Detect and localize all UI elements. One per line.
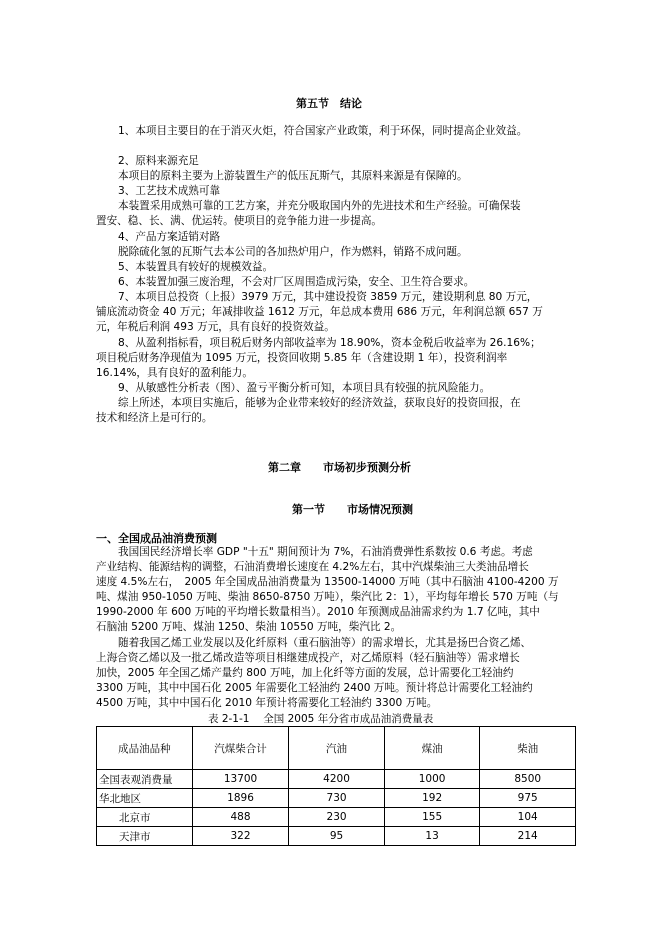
conclusion-text: 项目税后财务净现值为 1095 万元，投资回收期 5.85 年（含建设期 1 年），投资利润率 <box>96 352 508 364</box>
consumption-table <box>96 726 576 846</box>
conclusion-item-5: 5、本装置具有较好的规模效益。 <box>118 261 274 273</box>
table-row <box>97 808 576 827</box>
market-paragraph: 我国国民经济增长率 GDP "十五" 期间预计为 7%，石油消费弹性系数按 0.6 考虑。考虑 <box>118 546 533 558</box>
cell-total: 13700 <box>192 770 288 789</box>
conclusion-item-6: 6、本装置加强三废治理，不会对厂区周围造成污染，安全、卫生符合要求。 <box>118 276 475 288</box>
conclusion-summary: 技术和经济上是可行的。 <box>96 412 213 424</box>
market-paragraph: 随着我国乙烯工业发展以及化纤原料（重石脑油等）的需求增长，尤其是扬巴合资乙烯、 <box>118 637 532 649</box>
row-name: 天津市 <box>97 827 193 846</box>
market-paragraph: 吨、煤油 950-1050 万吨、柴油 8650-8750 万吨），柴汽比 2：1），平均每年增长 570 万吨（与 <box>96 591 559 603</box>
conclusion-text: 脱除硫化氢的瓦斯气去本公司的各加热炉用户，作为燃料，销路不成问题。 <box>118 246 468 258</box>
market-paragraph: 4500 万吨，其中中国石化 2010 年预计将需要化工轻油约 3300 万吨。 <box>96 697 438 709</box>
row-name: 全国表观消费量 <box>97 770 193 789</box>
conclusion-item-4: 4、产品方案适销对路 <box>118 231 221 243</box>
conclusion-text: 16.14%，具有良好的盈利能力。 <box>96 367 253 379</box>
market-paragraph: 加快，2005 年全国乙烯产量约 800 万吨，加上化纤等方面的发展，总计需要化工轻油约 <box>96 667 514 679</box>
cell-diesel: 214 <box>480 827 576 846</box>
conclusion-item-8: 8、从盈利指标看，项目税后财务内部收益率为 18.90%，资本金税后收益率为 26.16%； <box>118 337 541 349</box>
cell-total: 488 <box>192 808 288 827</box>
subsection-title: 一、全国成品油消费预测 <box>96 532 217 545</box>
row-name: 华北地区 <box>97 789 193 808</box>
cell-diesel: 975 <box>480 789 576 808</box>
cell-gasoline: 230 <box>289 808 385 827</box>
market-paragraph: 速度 4.5%左右， 2005 年全国成品油消费量为 13500-14000 万吨（其中石脑油 4100-4200 万 <box>96 576 559 588</box>
cell-kerosene: 13 <box>384 827 480 846</box>
market-paragraph: 产业结构、能源结构的调整，石油消费增长速度在 4.2%左右，其中汽煤柴油三大类油品增长 <box>96 561 529 573</box>
cell-diesel: 104 <box>480 808 576 827</box>
table-header-row <box>97 727 576 770</box>
cell-gasoline: 95 <box>289 827 385 846</box>
table-row <box>97 827 576 846</box>
cell-kerosene: 1000 <box>384 770 480 789</box>
table-caption: 表 2-1-1 全国 2005 年分省市成品油消费量表 <box>208 713 434 725</box>
conclusion-item-2: 2、原料来源充足 <box>118 155 199 167</box>
table-row <box>97 789 576 808</box>
market-paragraph: 石脑油 5200 万吨、煤油 1250、柴油 10550 万吨，柴汽比 2。 <box>96 621 402 633</box>
market-paragraph: 1990-2000 年 600 万吨的平均增长数量相当）。2010 年预测成品油需求约为 1.7 亿吨，其中 <box>96 606 540 618</box>
chapter-title: 第二章 市场初步预测分析 <box>268 461 411 474</box>
conclusion-summary: 综上所述，本项目实施后，能够为企业带来较好的经济效益，获取良好的投资回报，在 <box>118 397 521 409</box>
header-cell: 柴油 <box>480 727 576 770</box>
cell-gasoline: 4200 <box>289 770 385 789</box>
conclusion-item-7: 7、本项目总投资（上报）3979 万元，其中建设投资 3859 万元，建设期利息 80 万元， <box>118 291 538 303</box>
table-row <box>97 770 576 789</box>
cell-gasoline: 730 <box>289 789 385 808</box>
cell-kerosene: 155 <box>384 808 480 827</box>
conclusion-text: 本项目的原料主要为上游装置生产的低压瓦斯气，其原料来源是有保障的。 <box>118 170 468 182</box>
conclusion-item-1: 1、本项目主要目的在于消灭火炬，符合国家产业政策，利于环保，同时提高企业效益。 <box>118 125 528 137</box>
cell-total: 1896 <box>192 789 288 808</box>
header-cell: 煤油 <box>384 727 480 770</box>
section-title-conclusion: 第五节 结论 <box>296 97 362 110</box>
conclusion-item-3: 3、工艺技术成熟可靠 <box>118 185 221 197</box>
conclusion-text: 置安、稳、长、满、优运转。使项目的竞争能力进一步提高。 <box>96 215 383 227</box>
section-title-market: 第一节 市场情况预测 <box>292 503 413 516</box>
conclusion-item-9: 9、从敏感性分析表（图）、盈亏平衡分析可知，本项目具有较强的抗风险能力。 <box>118 382 491 394</box>
conclusion-text: 元，年税后利润 493 万元，具有良好的投资效益。 <box>96 321 335 333</box>
conclusion-text: 本装置采用成熟可靠的工艺方案，并充分吸取国内外的先进技术和生产经验。可确保装 <box>118 200 521 212</box>
cell-total: 322 <box>192 827 288 846</box>
cell-diesel: 8500 <box>480 770 576 789</box>
market-paragraph: 3300 万吨，其中中国石化 2005 年需要化工轻油约 2400 万吨。预计将总计需要化工轻油约 <box>96 682 533 694</box>
row-name: 北京市 <box>97 808 193 827</box>
market-paragraph: 上海合资乙烯以及一批乙烯改造等项目相继建成投产，对乙烯原料（轻石脑油等）需求增长 <box>96 652 520 664</box>
conclusion-text: 铺底流动资金 40 万元；年减排收益 1612 万元，年总成本费用 686 万元，年利润总额 657 万 <box>96 306 543 318</box>
header-cell: 成品油品种 <box>97 727 193 770</box>
header-cell: 汽油 <box>289 727 385 770</box>
cell-kerosene: 192 <box>384 789 480 808</box>
header-cell: 汽煤柴合计 <box>192 727 288 770</box>
